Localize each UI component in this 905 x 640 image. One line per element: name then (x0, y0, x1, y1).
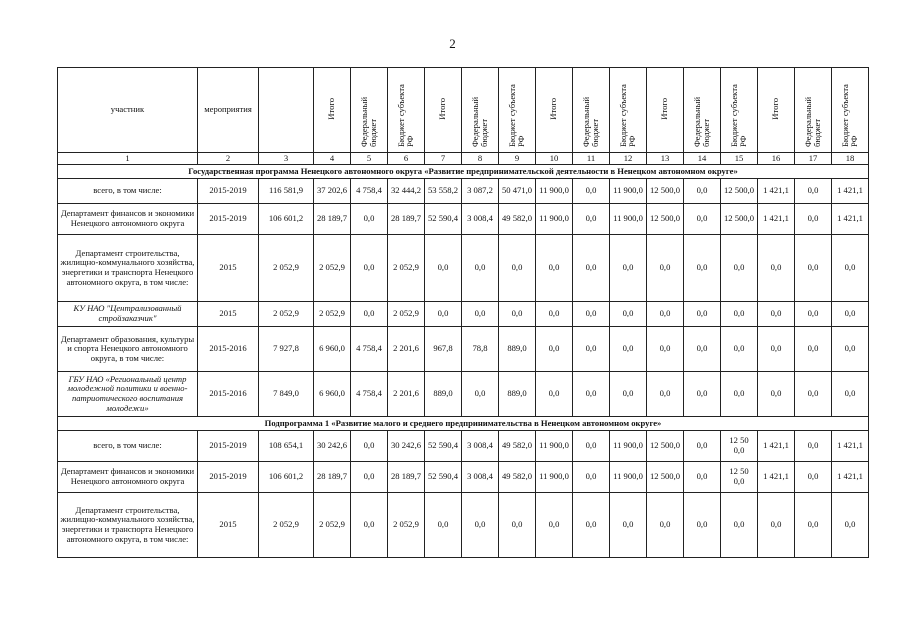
header-vertical-13 (647, 68, 684, 153)
column-number: 13 (647, 153, 684, 165)
row-value: 12 500,0 (721, 204, 758, 235)
row-value: 53 558,2 (425, 179, 462, 204)
row-value: 11 900,0 (536, 462, 573, 493)
row-value: 49 582,0 (499, 462, 536, 493)
header-number-row (58, 153, 869, 165)
row-value: 0,0 (573, 462, 610, 493)
row-value: 37 202,6 (314, 179, 351, 204)
row-value: 0,0 (499, 302, 536, 327)
column-number: 5 (351, 153, 388, 165)
row-value: 1 421,1 (832, 204, 869, 235)
row-value: 0,0 (721, 302, 758, 327)
column-number: 10 (536, 153, 573, 165)
row-value: 12 500,0 (647, 462, 684, 493)
row-value: 12 500,0 (647, 431, 684, 462)
column-number: 11 (573, 153, 610, 165)
row-value: 11 900,0 (536, 179, 573, 204)
row-value: 2 052,9 (388, 235, 425, 302)
row-value: 0,0 (425, 493, 462, 558)
row-value: 0,0 (351, 431, 388, 462)
header-vertical-8 (462, 68, 499, 153)
header-vertical-11 (573, 68, 610, 153)
header-vertical-10 (536, 68, 573, 153)
row-value: 0,0 (573, 327, 610, 372)
header-vertical-label: Федеральный бюджет (691, 96, 711, 147)
table-row (58, 493, 869, 558)
row-value: 50 471,0 (499, 179, 536, 204)
header-vertical-14 (684, 68, 721, 153)
row-value: 0,0 (647, 493, 684, 558)
row-total: 7 927,8 (259, 327, 314, 372)
row-value: 2 052,9 (314, 235, 351, 302)
row-value: 3 087,2 (462, 179, 499, 204)
row-value: 0,0 (758, 327, 795, 372)
row-participant: КУ НАО "Централизованный стройзаказчик" (58, 302, 198, 327)
row-value: 0,0 (647, 372, 684, 417)
row-value: 11 900,0 (610, 204, 647, 235)
row-value: 0,0 (684, 327, 721, 372)
row-value: 0,0 (573, 493, 610, 558)
page-number: 2 (449, 36, 456, 51)
section-title: Государственная программа Ненецкого автономного округа «Развитие предпринимательской деятельности в Ненецком автономном округе» (58, 165, 869, 179)
row-value: 49 582,0 (499, 431, 536, 462)
row-value: 2 052,9 (314, 493, 351, 558)
row-value: 0,0 (684, 302, 721, 327)
row-value: 1 421,1 (832, 431, 869, 462)
row-value: 12 500,0 (647, 179, 684, 204)
row-value: 0,0 (573, 302, 610, 327)
row-value: 0,0 (573, 235, 610, 302)
column-number: 4 (314, 153, 351, 165)
column-number: 17 (795, 153, 832, 165)
table-row (58, 462, 869, 493)
row-value: 52 590,4 (425, 462, 462, 493)
row-value: 6 960,0 (314, 327, 351, 372)
row-participant: Департамент строительства, жилищно-коммунального хозяйства, энергетики и транспорта Ненецкого автономного округа, в том числе: (58, 493, 198, 558)
row-period: 2015-2019 (198, 179, 259, 204)
row-period: 2015-2019 (198, 431, 259, 462)
header-vertical-label: Бюджет субъекта РФ (728, 83, 748, 147)
row-value: 1 421,1 (832, 179, 869, 204)
row-value: 52 590,4 (425, 204, 462, 235)
row-value: 0,0 (795, 179, 832, 204)
row-period: 2015-2019 (198, 204, 259, 235)
row-value: 30 242,6 (314, 431, 351, 462)
column-number: 18 (832, 153, 869, 165)
row-value: 0,0 (573, 204, 610, 235)
row-value: 0,0 (832, 235, 869, 302)
row-period: 2015-2019 (198, 462, 259, 493)
row-value: 0,0 (721, 372, 758, 417)
row-value: 3 008,4 (462, 462, 499, 493)
header-vertical-label: Федеральный бюджет (580, 96, 600, 147)
row-value: 28 189,7 (388, 462, 425, 493)
row-value: 32 444,2 (388, 179, 425, 204)
header-vertical-label: Итого (659, 97, 670, 120)
row-value: 0,0 (610, 372, 647, 417)
section-row (58, 165, 869, 179)
row-value: 28 189,7 (388, 204, 425, 235)
header-vertical-label: Бюджет субъекта РФ (839, 83, 859, 147)
row-value: 0,0 (795, 462, 832, 493)
row-value: 0,0 (462, 302, 499, 327)
row-total: 2 052,9 (259, 302, 314, 327)
row-value: 4 758,4 (351, 327, 388, 372)
header-vertical-17 (795, 68, 832, 153)
column-number: 14 (684, 153, 721, 165)
row-value: 0,0 (536, 302, 573, 327)
row-participant: Департамент финансов и экономики Ненецкого автономного округа (58, 462, 198, 493)
row-total: 2 052,9 (259, 235, 314, 302)
row-value: 0,0 (462, 493, 499, 558)
row-period: 2015-2016 (198, 327, 259, 372)
header-vertical-label: Федеральный бюджет (802, 96, 822, 147)
header-vertical-label: Итого (437, 97, 448, 120)
row-value: 0,0 (684, 179, 721, 204)
row-value: 52 590,4 (425, 431, 462, 462)
row-value: 0,0 (721, 235, 758, 302)
row-total: 108 654,1 (259, 431, 314, 462)
row-value: 0,0 (758, 235, 795, 302)
row-value: 4 758,4 (351, 372, 388, 417)
row-participant: Департамент финансов и экономики Ненецкого автономного округа (58, 204, 198, 235)
row-value: 1 421,1 (832, 462, 869, 493)
row-value: 1 421,1 (758, 204, 795, 235)
header-events: мероприятия (198, 68, 259, 153)
header-vertical-label: Итого (326, 97, 337, 120)
header-vertical-7 (425, 68, 462, 153)
header-vertical-5 (351, 68, 388, 153)
header-vertical-label: Федеральный бюджет (358, 96, 378, 147)
row-value: 0,0 (832, 493, 869, 558)
header-vertical-label: Итого (548, 97, 559, 120)
row-value: 0,0 (610, 493, 647, 558)
row-value: 0,0 (610, 327, 647, 372)
row-value: 0,0 (832, 372, 869, 417)
header-vertical-4 (314, 68, 351, 153)
header-vertical-6 (388, 68, 425, 153)
row-value: 0,0 (832, 302, 869, 327)
row-value: 889,0 (425, 372, 462, 417)
row-value: 0,0 (647, 235, 684, 302)
row-value: 28 189,7 (314, 462, 351, 493)
row-value: 0,0 (536, 493, 573, 558)
row-value: 1 421,1 (758, 462, 795, 493)
row-value: 0,0 (499, 235, 536, 302)
row-value: 1 421,1 (758, 431, 795, 462)
row-total: 106 601,2 (259, 462, 314, 493)
row-value: 0,0 (721, 493, 758, 558)
row-value: 0,0 (499, 493, 536, 558)
row-value: 2 201,6 (388, 372, 425, 417)
row-value: 0,0 (684, 372, 721, 417)
row-value: 0,0 (536, 327, 573, 372)
row-value: 0,0 (425, 235, 462, 302)
row-total: 116 581,9 (259, 179, 314, 204)
header-vertical-18 (832, 68, 869, 153)
row-value: 6 960,0 (314, 372, 351, 417)
row-value: 30 242,6 (388, 431, 425, 462)
header-vertical-9 (499, 68, 536, 153)
table-row (58, 204, 869, 235)
row-total: 2 052,9 (259, 493, 314, 558)
row-value: 12 50 0,0 (721, 462, 758, 493)
row-value: 2 052,9 (314, 302, 351, 327)
header-col3 (259, 68, 314, 153)
column-number: 8 (462, 153, 499, 165)
row-participant: Департамент образования, культуры и спорта Ненецкого автономного округа, в том числе: (58, 327, 198, 372)
row-value: 4 758,4 (351, 179, 388, 204)
column-number: 3 (259, 153, 314, 165)
row-value: 3 008,4 (462, 431, 499, 462)
row-value: 2 052,9 (388, 302, 425, 327)
row-value: 0,0 (647, 302, 684, 327)
row-value: 28 189,7 (314, 204, 351, 235)
row-value: 78,8 (462, 327, 499, 372)
row-participant: Департамент строительства, жилищно-коммунального хозяйства, энергетики и транспорта Ненецкого автономного округа, в том числе: (58, 235, 198, 302)
row-value: 0,0 (536, 372, 573, 417)
row-value: 2 201,6 (388, 327, 425, 372)
header-vertical-label: Бюджет субъекта РФ (617, 83, 637, 147)
row-value: 967,8 (425, 327, 462, 372)
row-value: 0,0 (758, 302, 795, 327)
header-vertical-16 (758, 68, 795, 153)
row-value: 12 500,0 (721, 179, 758, 204)
row-value: 0,0 (684, 204, 721, 235)
row-value: 0,0 (795, 235, 832, 302)
section-title: Подпрограмма 1 «Развитие малого и среднего предпринимательства в Ненецком автономном округе» (58, 417, 869, 431)
column-number: 2 (198, 153, 259, 165)
row-value: 0,0 (647, 327, 684, 372)
row-value: 11 900,0 (536, 431, 573, 462)
row-value: 889,0 (499, 372, 536, 417)
row-value: 12 500,0 (647, 204, 684, 235)
row-value: 889,0 (499, 327, 536, 372)
row-value: 0,0 (573, 179, 610, 204)
row-value: 0,0 (351, 235, 388, 302)
column-number: 7 (425, 153, 462, 165)
row-value: 11 900,0 (610, 462, 647, 493)
row-value: 2 052,9 (388, 493, 425, 558)
row-value: 11 900,0 (610, 431, 647, 462)
header-vertical-label: Федеральный бюджет (469, 96, 489, 147)
row-total: 106 601,2 (259, 204, 314, 235)
column-number: 16 (758, 153, 795, 165)
budget-table (57, 67, 869, 558)
table-row (58, 431, 869, 462)
header-vertical-label: Бюджет субъекта РФ (395, 83, 415, 147)
row-value: 0,0 (351, 302, 388, 327)
column-number: 9 (499, 153, 536, 165)
row-value: 0,0 (795, 327, 832, 372)
row-value: 0,0 (684, 235, 721, 302)
row-value: 0,0 (610, 302, 647, 327)
row-value: 0,0 (795, 204, 832, 235)
row-value: 0,0 (573, 431, 610, 462)
row-value: 0,0 (462, 235, 499, 302)
column-number: 6 (388, 153, 425, 165)
table-body (58, 68, 869, 558)
row-value: 0,0 (684, 462, 721, 493)
row-value: 0,0 (795, 493, 832, 558)
row-total: 7 849,0 (259, 372, 314, 417)
row-participant: ГБУ НАО «Региональный центр молодежной политики и военно-патриотического воспитания молодежи» (58, 372, 198, 417)
row-value: 0,0 (536, 235, 573, 302)
row-value: 0,0 (721, 327, 758, 372)
table-row (58, 302, 869, 327)
row-period: 2015 (198, 302, 259, 327)
row-value: 0,0 (425, 302, 462, 327)
row-value: 0,0 (795, 302, 832, 327)
table-row (58, 372, 869, 417)
row-participant: всего, в том числе: (58, 431, 198, 462)
row-value: 0,0 (351, 204, 388, 235)
row-value: 0,0 (684, 431, 721, 462)
header-vertical-label: Итого (770, 97, 781, 120)
table-row (58, 327, 869, 372)
row-value: 0,0 (351, 462, 388, 493)
row-period: 2015-2016 (198, 372, 259, 417)
row-value: 0,0 (832, 327, 869, 372)
column-number: 1 (58, 153, 198, 165)
column-number: 12 (610, 153, 647, 165)
header-vertical-label: Бюджет субъекта РФ (506, 83, 526, 147)
row-participant: всего, в том числе: (58, 179, 198, 204)
row-value: 11 900,0 (536, 204, 573, 235)
row-value: 0,0 (758, 493, 795, 558)
row-value: 49 582,0 (499, 204, 536, 235)
row-value: 3 008,4 (462, 204, 499, 235)
row-value: 0,0 (610, 235, 647, 302)
table-row (58, 179, 869, 204)
row-value: 0,0 (684, 493, 721, 558)
header-participant: участник (58, 68, 198, 153)
header-vertical-12 (610, 68, 647, 153)
row-value: 0,0 (795, 431, 832, 462)
row-value: 12 50 0,0 (721, 431, 758, 462)
header-row (58, 68, 869, 153)
row-value: 0,0 (351, 493, 388, 558)
row-value: 11 900,0 (610, 179, 647, 204)
row-period: 2015 (198, 235, 259, 302)
row-value: 0,0 (758, 372, 795, 417)
row-value: 0,0 (573, 372, 610, 417)
table-row (58, 235, 869, 302)
row-period: 2015 (198, 493, 259, 558)
row-value: 0,0 (795, 372, 832, 417)
column-number: 15 (721, 153, 758, 165)
section-row (58, 417, 869, 431)
row-value: 1 421,1 (758, 179, 795, 204)
row-value: 0,0 (462, 372, 499, 417)
header-vertical-15 (721, 68, 758, 153)
